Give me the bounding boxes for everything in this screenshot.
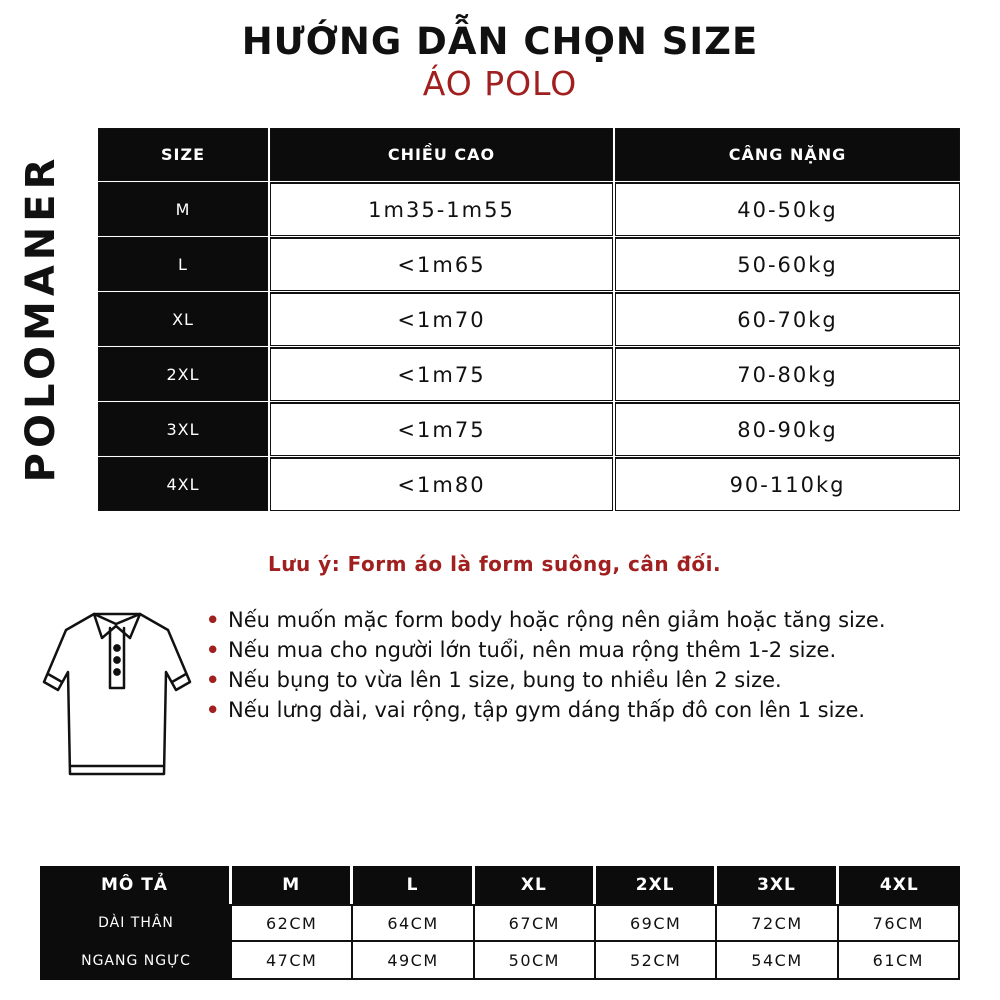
polo-shirt-icon xyxy=(40,606,192,778)
table-row xyxy=(98,402,962,457)
size-cell: M xyxy=(98,182,268,236)
height-cell: <1m65 xyxy=(270,237,613,291)
header-size-m: M xyxy=(232,866,353,904)
height-cell: <1m75 xyxy=(270,402,613,456)
value-cell: 54CM xyxy=(717,942,838,980)
value-cell: 50CM xyxy=(475,942,596,980)
value-cell: 69CM xyxy=(596,904,717,942)
row-label: DÀI THÂN xyxy=(40,904,232,942)
weight-cell: 40-50kg xyxy=(615,182,960,236)
size-cell: 2XL xyxy=(98,347,268,401)
header-size-xl: XL xyxy=(475,866,596,904)
tip-text: Nếu muốn mặc form body hoặc rộng nên giảm hoặc tăng size. xyxy=(228,608,886,632)
value-cell: 47CM xyxy=(232,942,353,980)
header-weight: CÂNG NẶNG xyxy=(615,128,960,181)
header-size-2xl: 2XL xyxy=(596,866,717,904)
weight-cell: 70-80kg xyxy=(615,347,960,401)
table-row xyxy=(98,292,962,347)
height-cell: 1m35-1m55 xyxy=(270,182,613,236)
table-row xyxy=(98,347,962,402)
list-item xyxy=(206,636,966,664)
tip-text: Nếu bụng to vừa lên 1 size, bung to nhiều lên 2 size. xyxy=(228,668,782,692)
weight-cell: 80-90kg xyxy=(615,402,960,456)
height-cell: <1m70 xyxy=(270,292,613,346)
header-description: MÔ TẢ xyxy=(40,866,232,904)
bullet-icon: • xyxy=(206,698,220,722)
bullet-icon: • xyxy=(206,668,220,692)
measurement-table xyxy=(40,866,960,980)
value-cell: 49CM xyxy=(353,942,474,980)
table-row xyxy=(98,237,962,292)
table-row xyxy=(98,457,962,512)
bullet-icon: • xyxy=(206,638,220,662)
header-height: CHIỀU CAO xyxy=(270,128,613,181)
value-cell: 61CM xyxy=(839,942,960,980)
weight-cell: 50-60kg xyxy=(615,237,960,291)
header-size: SIZE xyxy=(98,128,268,181)
table-row xyxy=(40,904,960,942)
value-cell: 76CM xyxy=(839,904,960,942)
row-label: NGANG NGỰC xyxy=(40,942,232,980)
list-item xyxy=(206,606,966,634)
fit-tips-list xyxy=(206,606,966,726)
weight-cell: 60-70kg xyxy=(615,292,960,346)
tip-text: Nếu mua cho người lớn tuổi, nên mua rộng thêm 1-2 size. xyxy=(228,638,837,662)
bullet-icon: • xyxy=(206,608,220,632)
size-chart-header-row xyxy=(98,128,962,182)
value-cell: 72CM xyxy=(717,904,838,942)
header-size-3xl: 3XL xyxy=(717,866,838,904)
brand-wordmark xyxy=(12,128,70,508)
size-cell: L xyxy=(98,237,268,291)
tip-text: Nếu lưng dài, vai rộng, tập gym dáng thấp đô con lên 1 size. xyxy=(228,698,866,722)
measurement-header-row xyxy=(40,866,960,904)
table-row xyxy=(40,942,960,980)
height-cell: <1m75 xyxy=(270,347,613,401)
size-cell: XL xyxy=(98,292,268,346)
value-cell: 64CM xyxy=(353,904,474,942)
size-cell: 3XL xyxy=(98,402,268,456)
header-size-4xl: 4XL xyxy=(839,866,960,904)
list-item xyxy=(206,666,966,694)
header-size-l: L xyxy=(353,866,474,904)
height-cell: <1m80 xyxy=(270,457,613,511)
value-cell: 52CM xyxy=(596,942,717,980)
weight-cell: 90-110kg xyxy=(615,457,960,511)
value-cell: 67CM xyxy=(475,904,596,942)
page-subtitle: ÁO POLO xyxy=(422,64,578,103)
table-row xyxy=(98,182,962,237)
size-cell: 4XL xyxy=(98,457,268,511)
list-item xyxy=(206,696,966,724)
value-cell: 62CM xyxy=(232,904,353,942)
brand-text: POLOMANER xyxy=(18,153,64,483)
page-title: HƯỚNG DẪN CHỌN SIZE xyxy=(241,20,759,63)
size-chart-table xyxy=(98,128,962,512)
fit-note: Lưu ý: Form áo là form suông, cân đối. xyxy=(268,552,722,576)
